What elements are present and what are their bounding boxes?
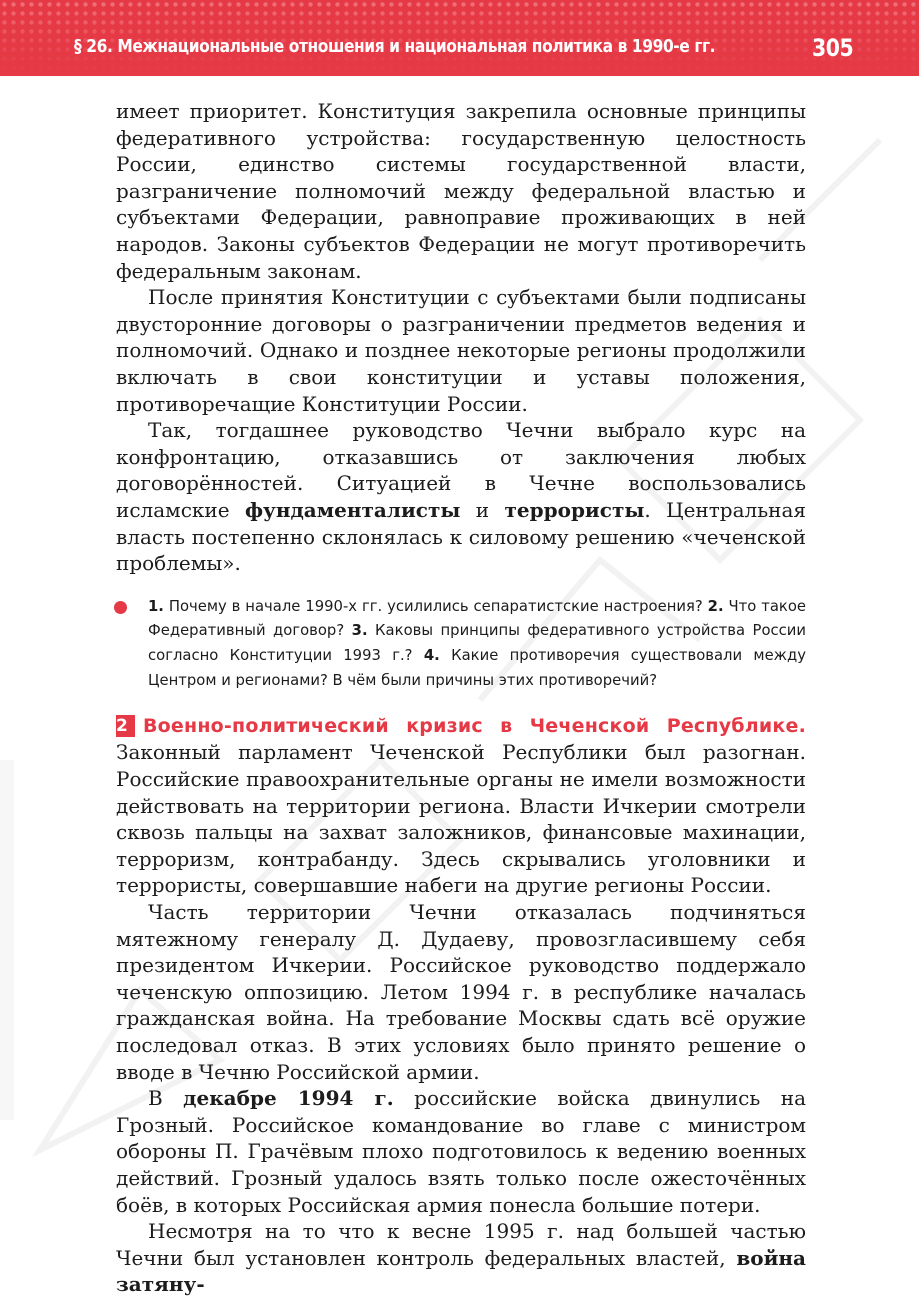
page-content (116, 98, 806, 1298)
question-text: Какие противоречия существовали между Центром и регионами? В чём были причины этих противоречий? (148, 647, 807, 690)
paragraph-text: В (148, 1086, 184, 1111)
paragraph-text: российские войска двинулись на Грозный. Российское командование во главе с министром обороны П. Грачёвым плохо подготовилось к ведению военных действий. Грозный удалось взять только после ожесточённых боёв, в которых Российская армия понесла большие потери. (116, 1086, 806, 1217)
section-lead-text: Законный парламент Чеченской Республики был разогнан. Российские правоохранительные органы не имели возможности действовать на территории региона. Власти Ичкерии смотрели сквозь пальцы на захват заложников, финансовые махинации, терроризм, контрабанду. Здесь скрывались уголовники и террористы, совершавшие набеги на другие регионы России. (116, 740, 806, 898)
section-number-badge: 2 (116, 715, 135, 737)
paragraph-text: . Центральная власть постепенно склонялась к силовому решению «чеченской проблемы». (116, 497, 806, 576)
paragraph-text: Так, тогдашнее руководство Чечни выбрало курс на конфронтацию, отказавшись от заключения любых договорённостей. Ситуацией в Чечне воспользовались исламские (116, 418, 806, 522)
chapter-title: § 26. Межнациональные отношения и национальная политика в 1990-е гг. (74, 36, 716, 57)
paragraph-text: После принятия Конституции с субъектами были подписаны двусторонние договоры о разграничении предметов ведения и полномочий. Однако и позднее некоторые регионы продолжили включать в свои конституции и уставы положения, противоречащие Конституции России. (116, 285, 806, 416)
section-body (116, 899, 806, 1298)
questions-text (148, 598, 806, 689)
question-number: 1. (148, 597, 164, 615)
paragraph-text: и (460, 497, 505, 522)
question-text: Каковы принципы федеративного устройства России согласно Конституции 1993 г.? (148, 622, 806, 665)
emphasized-term: декабре 1994 г. (183, 1086, 394, 1111)
section-2 (116, 712, 806, 1298)
intro-paragraphs (116, 98, 806, 577)
question-text: Почему в начале 1990-х гг. усилились сепаратистские настроения? (163, 597, 708, 615)
body-paragraph (116, 284, 806, 417)
section-title: Военно-политический кризис в Чеченской Республике. (143, 714, 806, 737)
body-paragraph (116, 899, 806, 1085)
review-questions (116, 595, 806, 694)
bullet-dot-icon (114, 601, 127, 614)
emphasized-term: война затяну- (116, 1245, 806, 1297)
question-number: 3. (351, 622, 368, 640)
section-lead-paragraph (116, 712, 806, 899)
question-number: 4. (423, 647, 440, 665)
paragraph-text: Несмотря на то что к весне 1995 г. над большей частью Чечни был установлен контроль федеральных властей, (116, 1219, 806, 1270)
page-header (0, 0, 919, 76)
paragraph-text: имеет приоритет. Конституция закрепила основные принципы федеративного устройства: государственную целостность России, единство системы государственной власти, разграничение полномочий между федеральной властью и субъектами Федерации, равноправие проживающих в ней народов. Законы субъектов Федерации не могут противоречить федеральным законам. (116, 99, 806, 283)
emphasized-term: террористы (504, 497, 645, 522)
body-paragraph (116, 1085, 806, 1218)
question-text: Что такое Федеративный договор? (148, 597, 806, 640)
question-number: 2. (707, 597, 724, 615)
paragraph-text: Часть территории Чечни отказалась подчиняться мятежному генералу Д. Дудаеву, провозгласившему себя президентом Ичкерии. Российское руководство поддержало чеченскую оппозицию. Летом 1994 г. в республике началась гражданская война. На требование Москвы сдать всё оружие последовал отказ. В этих условиях было принято решение о вводе в Чечню Российской армии. (116, 900, 806, 1084)
page-number: 305 (812, 34, 854, 62)
body-paragraph (116, 1218, 806, 1298)
body-paragraph (116, 98, 806, 284)
emphasized-term: фундаменталисты (244, 497, 461, 522)
body-paragraph (116, 417, 806, 577)
